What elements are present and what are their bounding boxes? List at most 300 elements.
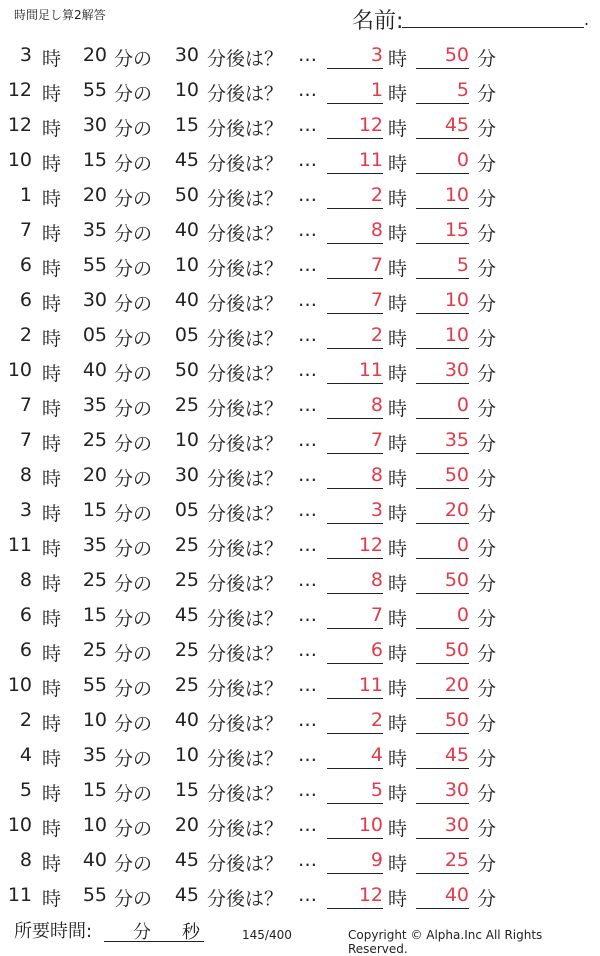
minute-unit: 分の <box>114 48 153 70</box>
hour-unit: 時 <box>42 363 62 385</box>
problem-row <box>0 845 600 880</box>
answer-hour[interactable]: 2 <box>327 324 383 349</box>
answer-minute[interactable]: 50 <box>416 464 469 489</box>
problem-row <box>0 880 600 915</box>
answer-hour[interactable]: 12 <box>327 884 383 909</box>
elapsed-time-label: 所要時間: <box>14 921 93 942</box>
start-minute: 40 <box>82 849 107 871</box>
answer-hour[interactable]: 3 <box>327 499 383 524</box>
start-minute: 35 <box>82 534 107 556</box>
answer-minute-unit: 分 <box>477 713 497 735</box>
start-hour: 12 <box>7 79 32 101</box>
problem-row <box>0 775 600 810</box>
answer-hour-unit: 時 <box>388 573 408 595</box>
name-label: 名前: <box>352 9 404 34</box>
answer-hour[interactable]: 8 <box>327 394 383 419</box>
after-label: 分後は？ <box>207 853 284 875</box>
problem-row <box>0 285 600 320</box>
answer-hour[interactable]: 6 <box>327 639 383 664</box>
added-minutes: 15 <box>174 779 199 801</box>
answer-hour-unit: 時 <box>388 748 408 770</box>
minute-unit: 分の <box>114 678 153 700</box>
start-minute: 55 <box>82 79 107 101</box>
answer-hour[interactable]: 5 <box>327 779 383 804</box>
answer-minute[interactable]: 0 <box>416 394 469 419</box>
answer-minute[interactable]: 50 <box>416 709 469 734</box>
answer-hour-unit: 時 <box>388 328 408 350</box>
start-hour: 2 <box>19 324 32 346</box>
answer-minute[interactable]: 20 <box>416 674 469 699</box>
answer-hour-unit: 時 <box>388 433 408 455</box>
start-minute: 25 <box>82 639 107 661</box>
after-label: 分後は？ <box>207 783 284 805</box>
answer-hour-unit: 時 <box>388 188 408 210</box>
hour-unit: 時 <box>42 48 62 70</box>
after-label: 分後は？ <box>207 538 284 560</box>
hour-unit: 時 <box>42 818 62 840</box>
answer-minute[interactable]: 45 <box>416 114 469 139</box>
answer-hour-unit: 時 <box>388 398 408 420</box>
hour-unit: 時 <box>42 608 62 630</box>
start-minute: 20 <box>82 464 107 486</box>
minute-unit: 分の <box>114 783 153 805</box>
problem-row <box>0 145 600 180</box>
problem-row <box>0 530 600 565</box>
answer-minute-unit: 分 <box>477 258 497 280</box>
added-minutes: 25 <box>174 639 199 661</box>
answer-hour-unit: 時 <box>388 83 408 105</box>
minute-unit: 分の <box>114 118 153 140</box>
problem-row <box>0 740 600 775</box>
answer-minute-unit: 分 <box>477 818 497 840</box>
after-label: 分後は？ <box>207 643 284 665</box>
added-minutes: 10 <box>174 79 199 101</box>
ellipsis: … <box>298 184 317 206</box>
minute-unit: 分の <box>114 433 153 455</box>
added-minutes: 15 <box>174 114 199 136</box>
added-minutes: 25 <box>174 569 199 591</box>
answer-hour[interactable]: 11 <box>327 674 383 699</box>
hour-unit: 時 <box>42 783 62 805</box>
answer-minute-unit: 分 <box>477 853 497 875</box>
start-hour: 7 <box>19 429 32 451</box>
after-label: 分後は？ <box>207 153 284 175</box>
ellipsis: … <box>298 709 317 731</box>
start-minute: 05 <box>82 324 107 346</box>
answer-hour-unit: 時 <box>388 888 408 910</box>
answer-hour[interactable]: 8 <box>327 219 383 244</box>
answer-minute[interactable]: 25 <box>416 849 469 874</box>
answer-hour-unit: 時 <box>388 643 408 665</box>
start-hour: 8 <box>19 849 32 871</box>
problem-row <box>0 460 600 495</box>
added-minutes: 10 <box>174 429 199 451</box>
page-number: 145/400 <box>242 928 292 942</box>
start-hour: 6 <box>19 289 32 311</box>
start-hour: 8 <box>19 464 32 486</box>
answer-hour-unit: 時 <box>388 48 408 70</box>
problem-row <box>0 635 600 670</box>
answer-minute-unit: 分 <box>477 678 497 700</box>
start-minute: 30 <box>82 289 107 311</box>
hour-unit: 時 <box>42 188 62 210</box>
added-minutes: 50 <box>174 184 199 206</box>
start-minute: 35 <box>82 394 107 416</box>
answer-hour[interactable]: 12 <box>327 114 383 139</box>
ellipsis: … <box>298 814 317 836</box>
answer-minute-unit: 分 <box>477 608 497 630</box>
answer-hour[interactable]: 7 <box>327 289 383 314</box>
answer-minute[interactable]: 0 <box>416 149 469 174</box>
minute-unit: 分の <box>114 713 153 735</box>
hour-unit: 時 <box>42 748 62 770</box>
after-label: 分後は？ <box>207 328 284 350</box>
answer-hour[interactable]: 3 <box>327 44 383 69</box>
after-label: 分後は？ <box>207 503 284 525</box>
added-minutes: 05 <box>174 324 199 346</box>
start-hour: 10 <box>7 359 32 381</box>
hour-unit: 時 <box>42 573 62 595</box>
hour-unit: 時 <box>42 153 62 175</box>
answer-hour-unit: 時 <box>388 678 408 700</box>
problem-row <box>0 110 600 145</box>
minute-unit: 分の <box>114 188 153 210</box>
added-minutes: 40 <box>174 289 199 311</box>
added-minutes: 25 <box>174 394 199 416</box>
after-label: 分後は？ <box>207 118 284 140</box>
start-minute: 15 <box>82 149 107 171</box>
start-minute: 55 <box>82 254 107 276</box>
problem-row <box>0 705 600 740</box>
start-minute: 15 <box>82 604 107 626</box>
answer-hour-unit: 時 <box>388 118 408 140</box>
problem-row <box>0 320 600 355</box>
answer-minute[interactable]: 5 <box>416 254 469 279</box>
hour-unit: 時 <box>42 643 62 665</box>
added-minutes: 45 <box>174 149 199 171</box>
minute-unit: 分の <box>114 608 153 630</box>
after-label: 分後は？ <box>207 83 284 105</box>
hour-unit: 時 <box>42 678 62 700</box>
ellipsis: … <box>298 604 317 626</box>
answer-hour-unit: 時 <box>388 153 408 175</box>
start-hour: 6 <box>19 254 32 276</box>
start-minute: 20 <box>82 44 107 66</box>
after-label: 分後は？ <box>207 258 284 280</box>
answer-hour-unit: 時 <box>388 818 408 840</box>
minute-unit: 分の <box>114 83 153 105</box>
start-minute: 35 <box>82 219 107 241</box>
answer-minute-unit: 分 <box>477 748 497 770</box>
after-label: 分後は？ <box>207 223 284 245</box>
hour-unit: 時 <box>42 468 62 490</box>
answer-hour[interactable]: 2 <box>327 184 383 209</box>
added-minutes: 45 <box>174 849 199 871</box>
minute-unit: 分の <box>114 818 153 840</box>
minute-unit: 分の <box>114 398 153 420</box>
start-hour: 1 <box>19 184 32 206</box>
start-hour: 4 <box>19 744 32 766</box>
answer-minute-unit: 分 <box>477 83 497 105</box>
answer-hour-unit: 時 <box>388 853 408 875</box>
hour-unit: 時 <box>42 83 62 105</box>
ellipsis: … <box>298 44 317 66</box>
added-minutes: 30 <box>174 44 199 66</box>
answer-hour[interactable]: 4 <box>327 744 383 769</box>
problem-row <box>0 75 600 110</box>
answer-hour[interactable]: 2 <box>327 709 383 734</box>
name-end-dot: . <box>584 10 590 29</box>
problem-row <box>0 495 600 530</box>
ellipsis: … <box>298 359 317 381</box>
answer-hour[interactable]: 12 <box>327 534 383 559</box>
minute-unit: 分の <box>114 748 153 770</box>
answer-hour[interactable]: 10 <box>327 814 383 839</box>
answer-minute-unit: 分 <box>477 188 497 210</box>
answer-hour[interactable]: 8 <box>327 569 383 594</box>
added-minutes: 40 <box>174 709 199 731</box>
answer-minute-unit: 分 <box>477 153 497 175</box>
hour-unit: 時 <box>42 223 62 245</box>
start-minute: 10 <box>82 709 107 731</box>
hour-unit: 時 <box>42 258 62 280</box>
minute-unit: 分の <box>114 328 153 350</box>
ellipsis: … <box>298 219 317 241</box>
ellipsis: … <box>298 254 317 276</box>
answer-minute[interactable]: 10 <box>416 324 469 349</box>
answer-minute[interactable]: 0 <box>416 604 469 629</box>
hour-unit: 時 <box>42 293 62 315</box>
answer-minute[interactable]: 30 <box>416 779 469 804</box>
answer-minute-unit: 分 <box>477 293 497 315</box>
answer-minute[interactable]: 10 <box>416 289 469 314</box>
minute-unit: 分の <box>114 293 153 315</box>
answer-hour-unit: 時 <box>388 223 408 245</box>
hour-unit: 時 <box>42 433 62 455</box>
added-minutes: 40 <box>174 219 199 241</box>
answer-minute[interactable]: 30 <box>416 359 469 384</box>
added-minutes: 25 <box>174 674 199 696</box>
ellipsis: … <box>298 79 317 101</box>
start-minute: 10 <box>82 814 107 836</box>
minute-unit: 分の <box>114 258 153 280</box>
answer-minute[interactable]: 30 <box>416 814 469 839</box>
after-label: 分後は？ <box>207 398 284 420</box>
answer-hour-unit: 時 <box>388 293 408 315</box>
ellipsis: … <box>298 114 317 136</box>
start-hour: 8 <box>19 569 32 591</box>
hour-unit: 時 <box>42 538 62 560</box>
answer-minute[interactable]: 45 <box>416 744 469 769</box>
hour-unit: 時 <box>42 503 62 525</box>
after-label: 分後は？ <box>207 888 284 910</box>
ellipsis: … <box>298 324 317 346</box>
problem-row <box>0 425 600 460</box>
answer-minute[interactable]: 50 <box>416 44 469 69</box>
problem-row <box>0 355 600 390</box>
answer-hour-unit: 時 <box>388 363 408 385</box>
answer-minute-unit: 分 <box>477 538 497 560</box>
minute-unit: 分の <box>114 223 153 245</box>
problem-row <box>0 810 600 845</box>
added-minutes: 30 <box>174 464 199 486</box>
problem-row <box>0 390 600 425</box>
problem-row <box>0 600 600 635</box>
answer-minute[interactable]: 15 <box>416 219 469 244</box>
minute-unit: 分の <box>114 853 153 875</box>
start-hour: 3 <box>19 499 32 521</box>
start-hour: 12 <box>7 114 32 136</box>
answer-hour-unit: 時 <box>388 258 408 280</box>
name-field-line[interactable] <box>402 27 584 28</box>
start-hour: 10 <box>7 149 32 171</box>
problem-row <box>0 180 600 215</box>
answer-minute-unit: 分 <box>477 223 497 245</box>
start-minute: 20 <box>82 184 107 206</box>
answer-minute-unit: 分 <box>477 503 497 525</box>
minute-unit: 分の <box>114 573 153 595</box>
minute-unit: 分の <box>114 468 153 490</box>
elapsed-seconds-label: 秒 <box>182 922 200 943</box>
added-minutes: 20 <box>174 814 199 836</box>
answer-minute-unit: 分 <box>477 118 497 140</box>
hour-unit: 時 <box>42 398 62 420</box>
answer-minute[interactable]: 5 <box>416 79 469 104</box>
added-minutes: 45 <box>174 884 199 906</box>
answer-minute-unit: 分 <box>477 468 497 490</box>
minute-unit: 分の <box>114 538 153 560</box>
ellipsis: … <box>298 464 317 486</box>
hour-unit: 時 <box>42 853 62 875</box>
page-title: 時間足し算2解答 <box>14 8 106 22</box>
answer-hour-unit: 時 <box>388 468 408 490</box>
hour-unit: 時 <box>42 713 62 735</box>
start-hour: 5 <box>19 779 32 801</box>
start-minute: 40 <box>82 359 107 381</box>
answer-hour[interactable]: 9 <box>327 849 383 874</box>
ellipsis: … <box>298 429 317 451</box>
added-minutes: 05 <box>174 499 199 521</box>
minute-unit: 分の <box>114 153 153 175</box>
after-label: 分後は？ <box>207 293 284 315</box>
ellipsis: … <box>298 744 317 766</box>
ellipsis: … <box>298 884 317 906</box>
start-hour: 10 <box>7 814 32 836</box>
answer-hour[interactable]: 7 <box>327 429 383 454</box>
start-minute: 15 <box>82 499 107 521</box>
start-hour: 3 <box>19 44 32 66</box>
after-label: 分後は？ <box>207 748 284 770</box>
hour-unit: 時 <box>42 888 62 910</box>
answer-hour[interactable]: 11 <box>327 359 383 384</box>
answer-minute[interactable]: 0 <box>416 534 469 559</box>
answer-hour[interactable]: 7 <box>327 604 383 629</box>
start-hour: 7 <box>19 219 32 241</box>
ellipsis: … <box>298 779 317 801</box>
answer-minute[interactable]: 50 <box>416 569 469 594</box>
answer-minute[interactable]: 20 <box>416 499 469 524</box>
answer-hour[interactable]: 7 <box>327 254 383 279</box>
start-minute: 15 <box>82 779 107 801</box>
minute-unit: 分の <box>114 503 153 525</box>
after-label: 分後は？ <box>207 468 284 490</box>
ellipsis: … <box>298 639 317 661</box>
answer-minute-unit: 分 <box>477 433 497 455</box>
after-label: 分後は？ <box>207 678 284 700</box>
ellipsis: … <box>298 534 317 556</box>
minute-unit: 分の <box>114 643 153 665</box>
after-label: 分後は？ <box>207 818 284 840</box>
start-hour: 2 <box>19 709 32 731</box>
start-minute: 25 <box>82 569 107 591</box>
answer-minute[interactable]: 50 <box>416 639 469 664</box>
added-minutes: 50 <box>174 359 199 381</box>
answer-minute-unit: 分 <box>477 398 497 420</box>
answer-minute[interactable]: 35 <box>416 429 469 454</box>
after-label: 分後は？ <box>207 363 284 385</box>
start-hour: 6 <box>19 639 32 661</box>
ellipsis: … <box>298 289 317 311</box>
answer-minute-unit: 分 <box>477 783 497 805</box>
start-minute: 55 <box>82 674 107 696</box>
problem-row <box>0 565 600 600</box>
answer-minute[interactable]: 40 <box>416 884 469 909</box>
after-label: 分後は？ <box>207 48 284 70</box>
after-label: 分後は？ <box>207 713 284 735</box>
start-minute: 35 <box>82 744 107 766</box>
added-minutes: 45 <box>174 604 199 626</box>
answer-minute-unit: 分 <box>477 328 497 350</box>
added-minutes: 10 <box>174 744 199 766</box>
answer-minute-unit: 分 <box>477 48 497 70</box>
start-hour: 11 <box>7 534 32 556</box>
answer-hour[interactable]: 1 <box>327 79 383 104</box>
answer-minute-unit: 分 <box>477 888 497 910</box>
after-label: 分後は？ <box>207 433 284 455</box>
answer-hour-unit: 時 <box>388 783 408 805</box>
start-minute: 55 <box>82 884 107 906</box>
start-hour: 6 <box>19 604 32 626</box>
hour-unit: 時 <box>42 328 62 350</box>
ellipsis: … <box>298 149 317 171</box>
elapsed-minutes-label: 分 <box>133 922 151 943</box>
answer-hour-unit: 時 <box>388 503 408 525</box>
ellipsis: … <box>298 394 317 416</box>
added-minutes: 25 <box>174 534 199 556</box>
answer-minute[interactable]: 10 <box>416 184 469 209</box>
start-hour: 7 <box>19 394 32 416</box>
answer-hour-unit: 時 <box>388 608 408 630</box>
ellipsis: … <box>298 499 317 521</box>
answer-minute-unit: 分 <box>477 363 497 385</box>
start-minute: 30 <box>82 114 107 136</box>
ellipsis: … <box>298 849 317 871</box>
answer-hour-unit: 時 <box>388 713 408 735</box>
after-label: 分後は？ <box>207 188 284 210</box>
answer-hour[interactable]: 11 <box>327 149 383 174</box>
ellipsis: … <box>298 674 317 696</box>
answer-hour[interactable]: 8 <box>327 464 383 489</box>
start-hour: 10 <box>7 674 32 696</box>
problem-row <box>0 40 600 75</box>
added-minutes: 10 <box>174 254 199 276</box>
minute-unit: 分の <box>114 888 153 910</box>
problem-row <box>0 250 600 285</box>
ellipsis: … <box>298 569 317 591</box>
problem-row <box>0 215 600 250</box>
answer-minute-unit: 分 <box>477 643 497 665</box>
start-minute: 25 <box>82 429 107 451</box>
